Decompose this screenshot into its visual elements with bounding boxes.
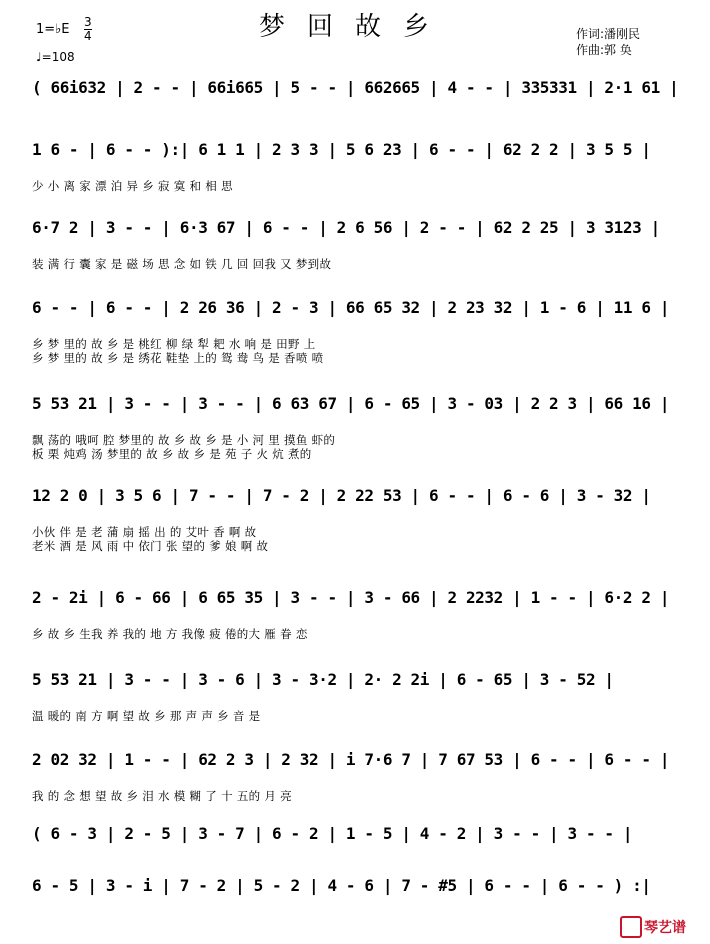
- site-logo: [620, 916, 702, 938]
- lyrics-verse-1: 温 暖的 南 方 啊 望 故 乡 那 声 声 乡 音 是: [32, 709, 261, 723]
- lyrics-verse-1: 装 满 行 囊 家 是 磁 场 思 念 如 铁 几 回 回我 又 梦到故: [32, 257, 332, 271]
- logo-icon: [620, 916, 642, 938]
- notes: ( 6 - 3 | 2 - 5 | 3 - 7 | 6 - 2 | 1 - 5 | 4 - 2 | 3 - - | 3 - - |: [32, 824, 633, 843]
- notation-line: [28, 818, 680, 848]
- notation-line: [28, 292, 680, 322]
- key-signature: 1=♭E: [36, 22, 70, 37]
- notation-line: [28, 72, 680, 102]
- notes: 2 - 2i | 6 - 66 | 6 65 35 | 3 - - | 3 - 66 | 2 2232 | 1 - - | 6·2 2 |: [32, 588, 670, 607]
- notes: 5 53 21 | 3 - - | 3 - - | 6 63 67 | 6 - 65 | 3 - 03 | 2 2 3 | 66 16 |: [32, 394, 670, 413]
- lyrics-verse-1: 我 的 念 想 望 故 乡 泪 水 模 糊 了 十 五的 月 亮: [32, 789, 292, 803]
- notation-line: [28, 212, 680, 242]
- notation-line: [28, 388, 680, 418]
- notes: 6 - 5 | 3 - i | 7 - 2 | 5 - 2 | 4 - 6 | 7 - #5 | 6 - - | 6 - - ) :|: [32, 876, 651, 895]
- tempo-marking: ♩=108: [36, 50, 75, 64]
- meter-bottom: 4: [84, 29, 92, 43]
- notes: 1 6 - | 6 - - ):| 6 1 1 | 2 3 3 | 5 6 23 | 6 - - | 62 2 2 | 3 5 5 |: [32, 140, 651, 159]
- lyrics-verse-1: 飘 荡的 哦呵 腔 梦里的 故 乡 故 乡 是 小 河 里 摸鱼 虾的: [32, 433, 336, 447]
- meter-top: 3: [84, 15, 92, 29]
- lyrics-verse-1: 小伙 伴 是 老 蒲 扇 摇 出 的 艾叶 香 啊 故: [32, 525, 257, 539]
- lyrics-verse-2: 乡 梦 里的 故 乡 是 绣花 鞋垫 上的 鸳 鸯 鸟 是 香喷 喷: [32, 351, 324, 365]
- logo-text: 琴艺谱: [644, 920, 686, 936]
- notation-line: [28, 870, 680, 900]
- lyrics-verse-1: 乡 梦 里的 故 乡 是 桃红 柳 绿 犁 耙 水 响 是 田野 上: [32, 337, 316, 351]
- notation-line: [28, 480, 680, 510]
- notes: 12 2 0 | 3 5 6 | 7 - - | 7 - 2 | 2 22 53 | 6 - - | 6 - 6 | 3 - 32 |: [32, 486, 651, 505]
- notes: 6 - - | 6 - - | 2 26 36 | 2 - 3 | 66 65 32 | 2 23 32 | 1 - 6 | 11 6 |: [32, 298, 670, 317]
- notes: 2 02 32 | 1 - - | 62 2 3 | 2 32 | i 7·6 7 | 7 67 53 | 6 - - | 6 - - |: [32, 750, 670, 769]
- song-title: 梦回故乡: [258, 12, 451, 42]
- lyricist: 作词:潘刚民: [576, 27, 641, 41]
- notation-line: [28, 134, 680, 164]
- credits: [576, 26, 640, 58]
- notes: 5 53 21 | 3 - - | 3 - 6 | 3 - 3·2 | 2· 2 2i | 6 - 65 | 3 - 52 |: [32, 670, 614, 689]
- notation-line: [28, 744, 680, 774]
- notes: ( 66i632 | 2 - - | 66i665 | 5 - - | 662665 | 4 - - | 335331 | 2·1 61 |: [32, 78, 679, 97]
- lyrics-verse-2: 板 栗 炖鸡 汤 梦里的 故 乡 故 乡 是 苑 子 火 炕 煮的: [32, 447, 312, 461]
- notes: 6·7 2 | 3 - - | 6·3 67 | 6 - - | 2 6 56 | 2 - - | 62 2 25 | 3 3123 |: [32, 218, 660, 237]
- notation-line: [28, 582, 680, 612]
- notation-line: [28, 664, 680, 694]
- time-signature: [84, 16, 92, 43]
- lyrics-verse-1: 少 小 离 家 漂 泊 异 乡 寂 寞 和 相 思: [32, 179, 233, 193]
- composer: 作曲:郭 奂: [576, 43, 632, 57]
- lyrics-verse-1: 乡 故 乡 生我 养 我的 地 方 我像 疲 倦的大 雁 眷 恋: [32, 627, 308, 641]
- lyrics-verse-2: 老米 酒 是 风 雨 中 依门 张 望的 爹 娘 啊 故: [32, 539, 269, 553]
